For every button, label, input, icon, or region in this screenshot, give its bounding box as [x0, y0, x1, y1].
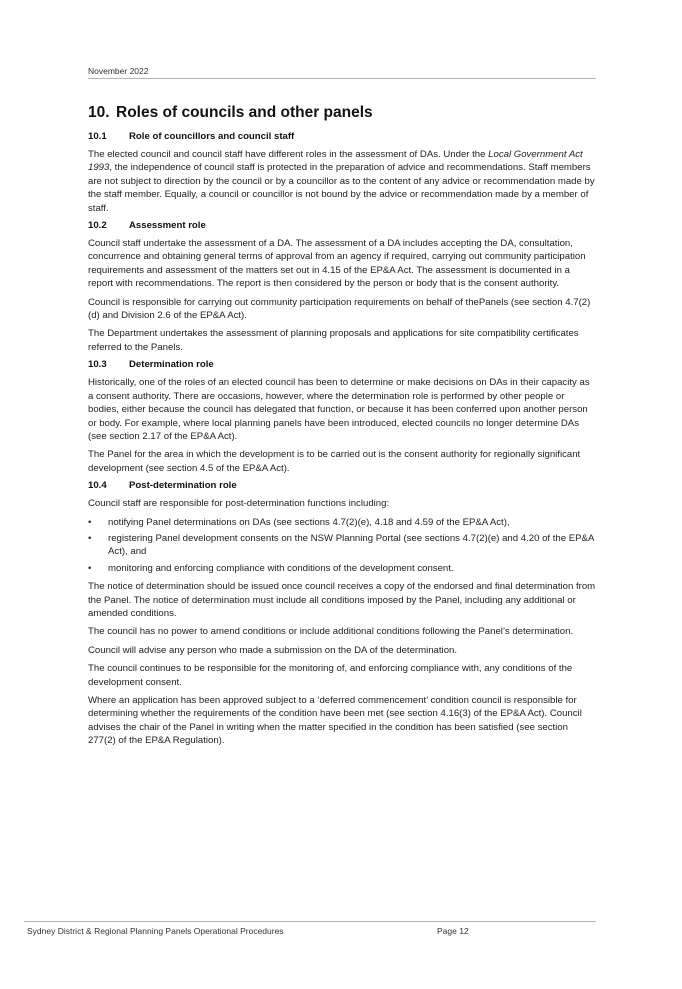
- bullet-icon: •: [88, 516, 92, 528]
- header-date: November 2022: [88, 66, 149, 76]
- section-number: 10.: [88, 104, 110, 121]
- footer-document-title: Sydney District & Regional Planning Panels Operational Procedures: [27, 926, 284, 936]
- subsection-number: 10.1: [88, 131, 107, 142]
- list-item-text: monitoring and enforcing compliance with conditions of the development consent.: [108, 562, 454, 574]
- subsection-heading-10-3: [88, 359, 596, 370]
- paragraph: Council will advise any person who made a submission on the DA of the determination.: [88, 644, 458, 656]
- list-item: [88, 562, 596, 575]
- footer-divider: [24, 921, 596, 922]
- subsection-title: Role of councillors and council staff: [129, 131, 295, 142]
- subsection-number: 10.2: [88, 220, 107, 232]
- section-title: Roles of councils and other panels: [116, 104, 373, 121]
- paragraph: Council staff are responsible for post-determination functions including:: [88, 498, 390, 510]
- paragraph-text: , the independence of council staff is protected in the preparation of advice and recommendations. Staff members are not subject to direction by the council or by a councillor as to the content of any advice or recommendation made by the staff member. Equally, a council or councillor is not bound by the advice or recommendation made by a member of staff.: [88, 162, 595, 214]
- paragraph: Where an application has been approved subject to a ‘deferred commencement’ condition council is responsible for determining whether the requirements of the condition have been met (see section 4.16(3) of the EP&A Act). Council advises the chair of the Panel in writing when the matter specified in the condition has been satisfied (see section 277(2) of the EP&A Regulation).: [88, 695, 582, 747]
- list-item: [88, 532, 596, 559]
- section-heading: [88, 104, 596, 122]
- footer-page-number: Page 12: [437, 926, 469, 936]
- list-item-text: registering Panel development consents on the NSW Planning Portal (see sections 4.7(2)(e) and 4.20 of the EP&A Act), and: [108, 532, 594, 558]
- paragraph: The council continues to be responsible for the monitoring of, and enforcing compliance with, any conditions of the development consent.: [88, 663, 573, 688]
- bullet-icon: •: [88, 562, 92, 574]
- subsection-heading-10-2: [88, 220, 596, 231]
- paragraph: Council staff undertake the assessment of a DA. The assessment of a DA includes accepting the DA, consultation, concurrence and obtaining general terms of approval from an agency if required, carrying out community participation requirements and assessment of the matters set out in 4.15 of the EP&A Act. The assessment is documented in a report with recommendations. The report is then considered by the person or body that is the consent authority.: [88, 238, 586, 290]
- paragraph: The Department undertakes the assessment of planning proposals and applications for site compatibility certificates referred to the Panels.: [88, 328, 579, 353]
- bullet-list: [88, 516, 596, 576]
- subsection-title: Assessment role: [129, 220, 206, 232]
- subsection-number: 10.4: [88, 480, 107, 492]
- paragraph: The notice of determination should be issued once council receives a copy of the endorsed and final determination from the Panel. The notice of determination must include all conditions imposed by the Panel, including any additional or amended conditions.: [88, 581, 596, 619]
- page-content: [88, 104, 596, 753]
- header-divider: [88, 78, 596, 79]
- subsection-title: Determination role: [129, 359, 214, 371]
- subsection-title: Post-determination role: [129, 480, 237, 492]
- paragraph-text: The elected council and council staff have different roles in the assessment of DAs. Under the: [88, 149, 489, 160]
- paragraph: [88, 148, 596, 215]
- paragraph: Historically, one of the roles of an elected council has been to determine or make decisions on DAs in their capacity as a consent authority. There are occasions, however, where the determination role is performed by other people or bodies, either because the council has delegated that function, or because it has been conferred upon another person or body. For example, where local planning panels have been introduced, elected councils no longer determine DAs (see section 2.17 of the EP&A Act).: [88, 377, 590, 442]
- subsection-heading-10-1: [88, 131, 596, 142]
- paragraph: The Panel for the area in which the development is to be carried out is the consent authority for regionally significant development (see section 4.5 of the EP&A Act).: [88, 449, 581, 474]
- list-item: [88, 516, 596, 529]
- list-item-text: notifying Panel determinations on DAs (see sections 4.7(2)(e), 4.18 and 4.59 of the EP&A Act),: [108, 516, 510, 528]
- subsection-number: 10.3: [88, 359, 107, 371]
- act-title-italic: Local Government Act 1993: [88, 149, 583, 174]
- bullet-icon: •: [88, 532, 92, 544]
- paragraph: Council is responsible for carrying out community participation requirements on behalf of thePanels (see section 4.7(2)(d) and Division 2.6 of the EP&A Act).: [88, 296, 591, 322]
- paragraph: The council has no power to amend conditions or include additional conditions following the Panel’s determination.: [88, 626, 574, 638]
- subsection-heading-10-4: [88, 480, 596, 491]
